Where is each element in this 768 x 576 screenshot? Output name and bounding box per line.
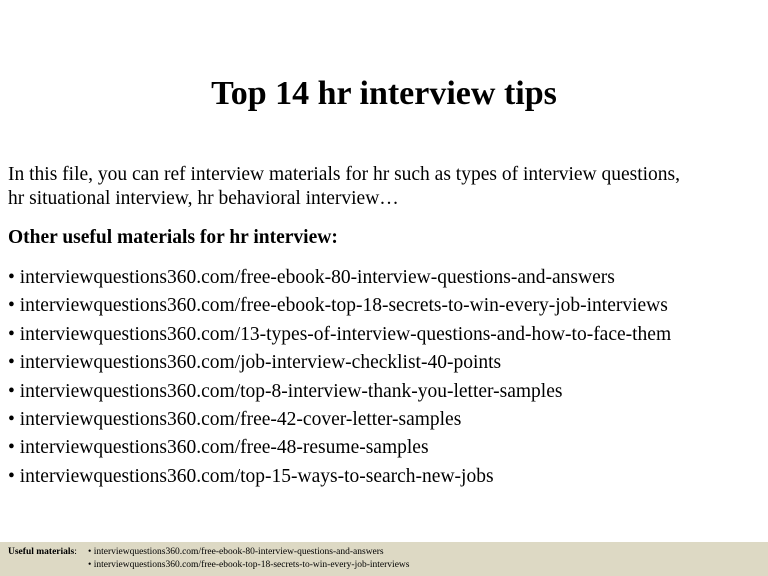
materials-link-item[interactable]: • interviewquestions360.com/job-interview-checklist-40-points (8, 352, 502, 374)
footer-link-item[interactable]: • interviewquestions360.com/free-ebook-80-interview-questions-and-answers (88, 547, 384, 557)
footer-label-text: Useful materials (8, 547, 75, 557)
materials-link-item[interactable]: • interviewquestions360.com/top-15-ways-to-search-new-jobs (8, 465, 494, 487)
intro-line-1: In this file, you can ref interview materials for hr such as types of interview questions, (8, 164, 681, 185)
materials-link-item[interactable]: • interviewquestions360.com/free-ebook-80-interview-questions-and-answers (8, 267, 615, 288)
footer-link-list (88, 546, 409, 572)
materials-link-list (8, 264, 671, 491)
section-heading: Other useful materials for hr interview: (8, 227, 338, 248)
slide-title: Top 14 hr interview tips (211, 75, 557, 112)
materials-link-item[interactable]: • interviewquestions360.com/free-ebook-top-18-secrets-to-win-every-job-interviews (8, 295, 668, 317)
materials-link-item[interactable]: • interviewquestions360.com/13-types-of-interview-questions-and-how-to-face-them (8, 323, 672, 345)
footer-bar (0, 542, 768, 576)
footer-link-item[interactable]: • interviewquestions360.com/free-ebook-top-18-secrets-to-win-every-job-interviews (88, 560, 410, 570)
footer-label (8, 546, 77, 559)
materials-link-item[interactable]: • interviewquestions360.com/top-8-interview-thank-you-letter-samples (8, 380, 563, 402)
materials-link-item[interactable]: • interviewquestions360.com/free-42-cover-letter-samples (8, 408, 462, 430)
intro-paragraph (8, 163, 760, 211)
materials-link-item[interactable]: • interviewquestions360.com/free-48-resume-samples (8, 437, 429, 459)
intro-line-2: hr situational interview, hr behavioral interview… (8, 188, 399, 209)
footer-label-separator: : (74, 547, 77, 557)
